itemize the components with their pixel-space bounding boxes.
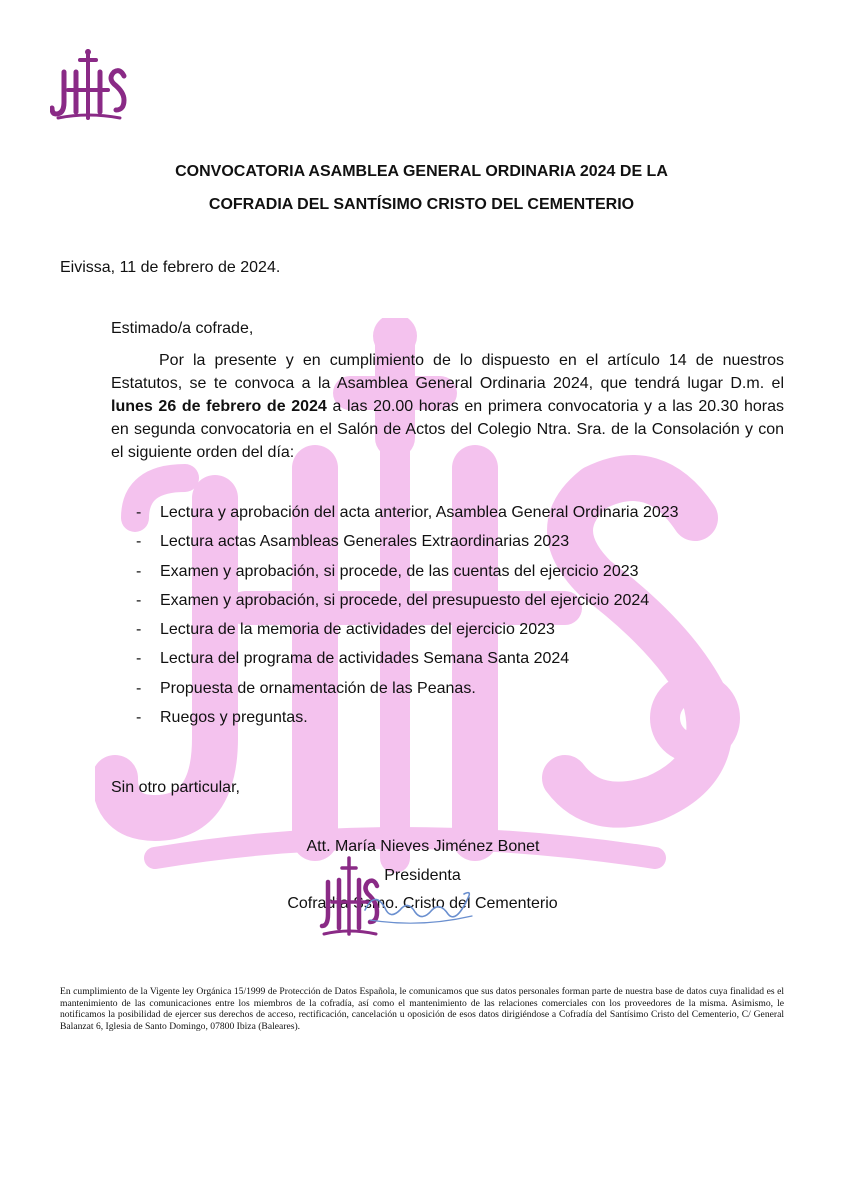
agenda-item-text: Propuesta de ornamentación de las Peanas. (160, 679, 476, 697)
list-item (136, 531, 679, 560)
agenda-item-text: Examen y aprobación, si procede, de las cuentas del ejercicio 2023 (160, 562, 639, 580)
meeting-date-bold: lunes 26 de febrero de 2024 (111, 398, 327, 415)
body-text-part1: Por la presente y en cumplimiento de lo dispuesto en el artículo 14 de nuestros Estatutos, se te convoca a la Asamblea General Ordinaria 2024, que tendrá lugar D.m. el (111, 352, 784, 392)
data-protection-notice: En cumplimiento de la Vigente ley Orgánica 15/1999 de Protección de Datos Española, le comunicamos que sus datos personales forman parte de nuestra base de datos cuya finalidad es el mantenimiento de las comunicaciones entre los miembros de la cofradía, así como el mantenimiento de las relaciones comerciales con los proveedores de la misma. Asimismo, le notificamos la posibilidad de ejercer sus derechos de acceso, rectificación, cancelación u oposición de esos datos dirigiéndose a Cofradía del Santísimo Cristo del Cementerio, C/ General Balanzat 6, Iglesia de Santo Domingo, 07800 Ibiza (Baleares). (60, 986, 784, 1032)
list-item (136, 561, 679, 590)
signatory-organization: Cofradía Ssmo. Cristo del Cementerio (287, 895, 558, 912)
bullet-dash: - (136, 709, 142, 727)
bullet-dash: - (136, 679, 142, 697)
document-title-line2: COFRADIA DEL SANTÍSIMO CRISTO DEL CEMENTERIO (208, 196, 635, 213)
list-item (136, 707, 679, 736)
signatory-name: Att. María Nieves Jiménez Bonet (306, 838, 540, 855)
list-item (136, 619, 679, 648)
list-item (136, 502, 679, 531)
agenda-item-text: Ruegos y preguntas. (160, 709, 308, 727)
agenda-item-text: Lectura actas Asambleas Generales Extraordinarias 2023 (160, 533, 570, 551)
bullet-dash: - (136, 562, 142, 580)
agenda-item-text: Lectura y aprobación del acta anterior, Asamblea General Ordinaria 2023 (160, 504, 679, 521)
signatory-role: Presidenta (384, 867, 461, 884)
letter-date: Eivissa, 11 de febrero de 2024. (60, 259, 281, 276)
bullet-dash: - (136, 533, 142, 551)
list-item (136, 678, 679, 707)
letter-body (111, 349, 784, 464)
bullet-dash: - (136, 504, 142, 521)
letter-greeting: Estimado/a cofrade, (111, 320, 254, 337)
agenda-item-text: Lectura de la memoria de actividades del ejercicio 2023 (160, 621, 555, 639)
bullet-dash: - (136, 650, 142, 668)
bullet-dash: - (136, 591, 142, 609)
agenda-item-text: Examen y aprobación, si procede, del presupuesto del ejercicio 2024 (160, 591, 650, 609)
agenda-list (136, 502, 679, 736)
body-text-part2: a las 20.00 horas en primera convocatoria y a las 20.30 horas en segunda convocatoria en el Salón de Actos del Colegio Ntra. Sra. de la Consolación y con el siguiente orden del día: (111, 398, 785, 461)
handwritten-signature (360, 880, 480, 930)
letter-closing: Sin otro particular, (111, 779, 240, 796)
monogram-logo-icon (50, 48, 128, 122)
list-item (136, 590, 679, 619)
document-title-line1: CONVOCATORIA ASAMBLEA GENERAL ORDINARIA 2024 DE LA (175, 163, 668, 180)
bullet-dash: - (136, 621, 142, 639)
list-item (136, 648, 679, 677)
agenda-item-text: Lectura del programa de actividades Semana Santa 2024 (160, 650, 570, 668)
